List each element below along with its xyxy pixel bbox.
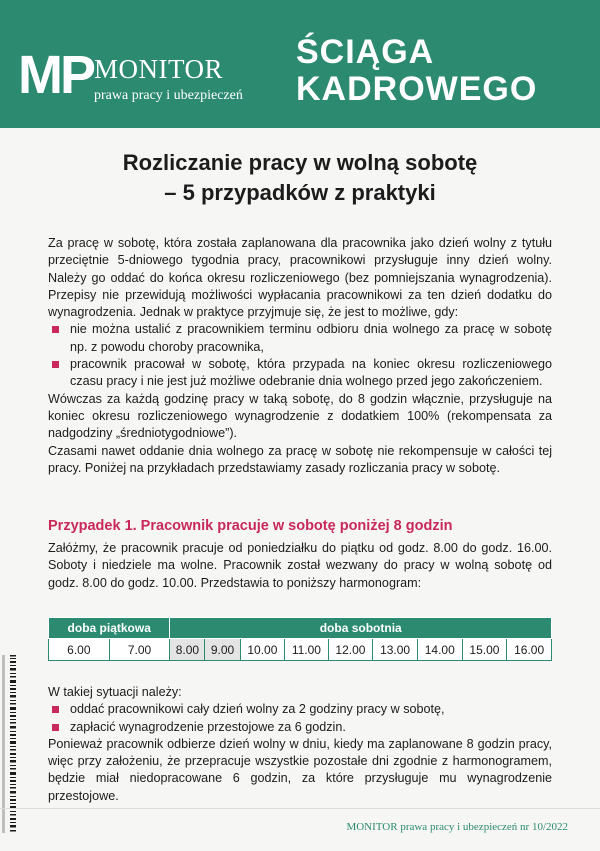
case1-heading: Przypadek 1. Pracownik pracuje w sobotę poniżej 8 godzin — [48, 518, 453, 534]
intro-bullet-1: nie można ustalić z pracownikiem terminu odbioru dnia wolnego za pracę w sobotę np. z powodu choroby pracownika, — [48, 321, 552, 356]
header-title-line1: ŚCIĄGA — [296, 33, 435, 71]
schedule-hour-cell: 16.00 — [507, 639, 552, 661]
intro-paragraph-3: Czasami nawet oddanie dnia wolnego za pracę w sobotę nie rekompensuje w całości tej pracy. Poniżej na przykładach przedstawiamy zasady rozliczania pracy w sobotę. — [48, 443, 552, 475]
case1-after-lead: W takiej sytuacji należy: — [48, 685, 182, 699]
case1-after-bullet-1: oddać pracownikowi cały dzień wolny za 2 godziny pracy w sobotę, — [48, 701, 552, 718]
page-footer: MONITOR prawa pracy i ubezpieczeń nr 10/2022 — [346, 821, 568, 833]
case1-paragraph: Załóżmy, że pracownik pracuje od poniedziałku do piątku od godz. 8.00 do godz. 16.00. Soboty i niedziele ma wolne. Pracownik został wezwany do pracy w wolną sobotę od godz. 8.00 do godz. 10.00. Przedstawia to poniższy harmonogram: — [48, 541, 552, 590]
schedule-header-friday: doba piątkowa — [49, 618, 170, 639]
case1-section — [48, 540, 552, 592]
intro-paragraph-2: Wówczas za każdą godzinę pracy w taką sobotę, do 8 godzin włącznie, przysługuje na koniec okresu rozliczeniowego wynagrodzenie z dodatkiem 100% (rekompensata za nadgodziny „średniotygodniowe”). — [48, 391, 552, 441]
footer-divider — [0, 808, 600, 809]
schedule-hour-cell-worked: 8.00 — [170, 639, 205, 661]
logo-name: MONITOR — [94, 54, 224, 84]
schedule-hour-cell: 12.00 — [328, 639, 373, 661]
schedule-hour-cell: 15.00 — [462, 639, 507, 661]
schedule-hour-cell: 10.00 — [240, 639, 285, 661]
logo-mark: MP — [18, 45, 93, 105]
page-title-line2: – 5 przypadków z praktyki — [164, 180, 436, 205]
intro-bullet-2: pracownik pracował w sobotę, która przypada na koniec okresu rozliczeniowego czasu pracy i nie jest już możliwe odebranie dnia wolnego przed jego zakończeniem. — [48, 356, 552, 391]
schedule-hour-cell: 14.00 — [417, 639, 462, 661]
intro-bullet-list — [48, 321, 552, 390]
logo-subtitle: prawa pracy i ubezpieczeń — [94, 88, 243, 103]
page-title — [0, 148, 600, 208]
schedule-header-row — [49, 618, 552, 639]
header-banner — [0, 0, 600, 128]
intro-section — [48, 235, 552, 477]
schedule-hour-cell: 6.00 — [49, 639, 110, 661]
schedule-table — [48, 617, 552, 661]
case1-after-bullet-list — [48, 701, 552, 736]
schedule-hour-cell: 13.00 — [373, 639, 418, 661]
page-title-line1: Rozliczanie pracy w wolną sobotę — [122, 150, 478, 175]
barcode — [2, 655, 16, 833]
schedule-hour-cell: 11.00 — [285, 639, 328, 661]
header-title — [296, 34, 537, 108]
schedule-hour-cell-worked: 9.00 — [205, 639, 240, 661]
schedule-hour-cell: 7.00 — [109, 639, 170, 661]
case1-after-section — [48, 684, 552, 805]
intro-paragraph-1: Za pracę w sobotę, która została zaplanowana dla pracownika jako dzień wolny z tytułu przeciętnie 5-dniowego tygodnia pracy, pracownikowi przysługuje inny dzień wolny. Należy go oddać do końca okresu rozliczeniowego (bez pomniejszania wynagrodzenia). Przepisy nie przewidują możliwości wypłacania pracownikowi za ten dzień dodatku do wynagrodzenia. Jednak w praktyce przyjmuje się, że jest to możliwe, gdy: — [48, 236, 552, 320]
schedule-header-saturday: doba sobotnia — [170, 618, 552, 639]
case1-after-paragraph: Ponieważ pracownik odbierze dzień wolny w dniu, kiedy ma zaplanowane 8 godzin pracy, więc przy założeniu, że przepracuje wszystkie pozostałe dni zgodnie z harmonogramem, będzie miał niedopracowane 6 godzin, za które przysługuje mu wynagrodzenie przestojowe. — [48, 736, 552, 803]
header-title-line2: KADROWEGO — [296, 70, 538, 108]
schedule-hours-row — [49, 639, 552, 661]
case1-after-bullet-2: zapłacić wynagrodzenie przestojowe za 6 godzin. — [48, 719, 552, 736]
